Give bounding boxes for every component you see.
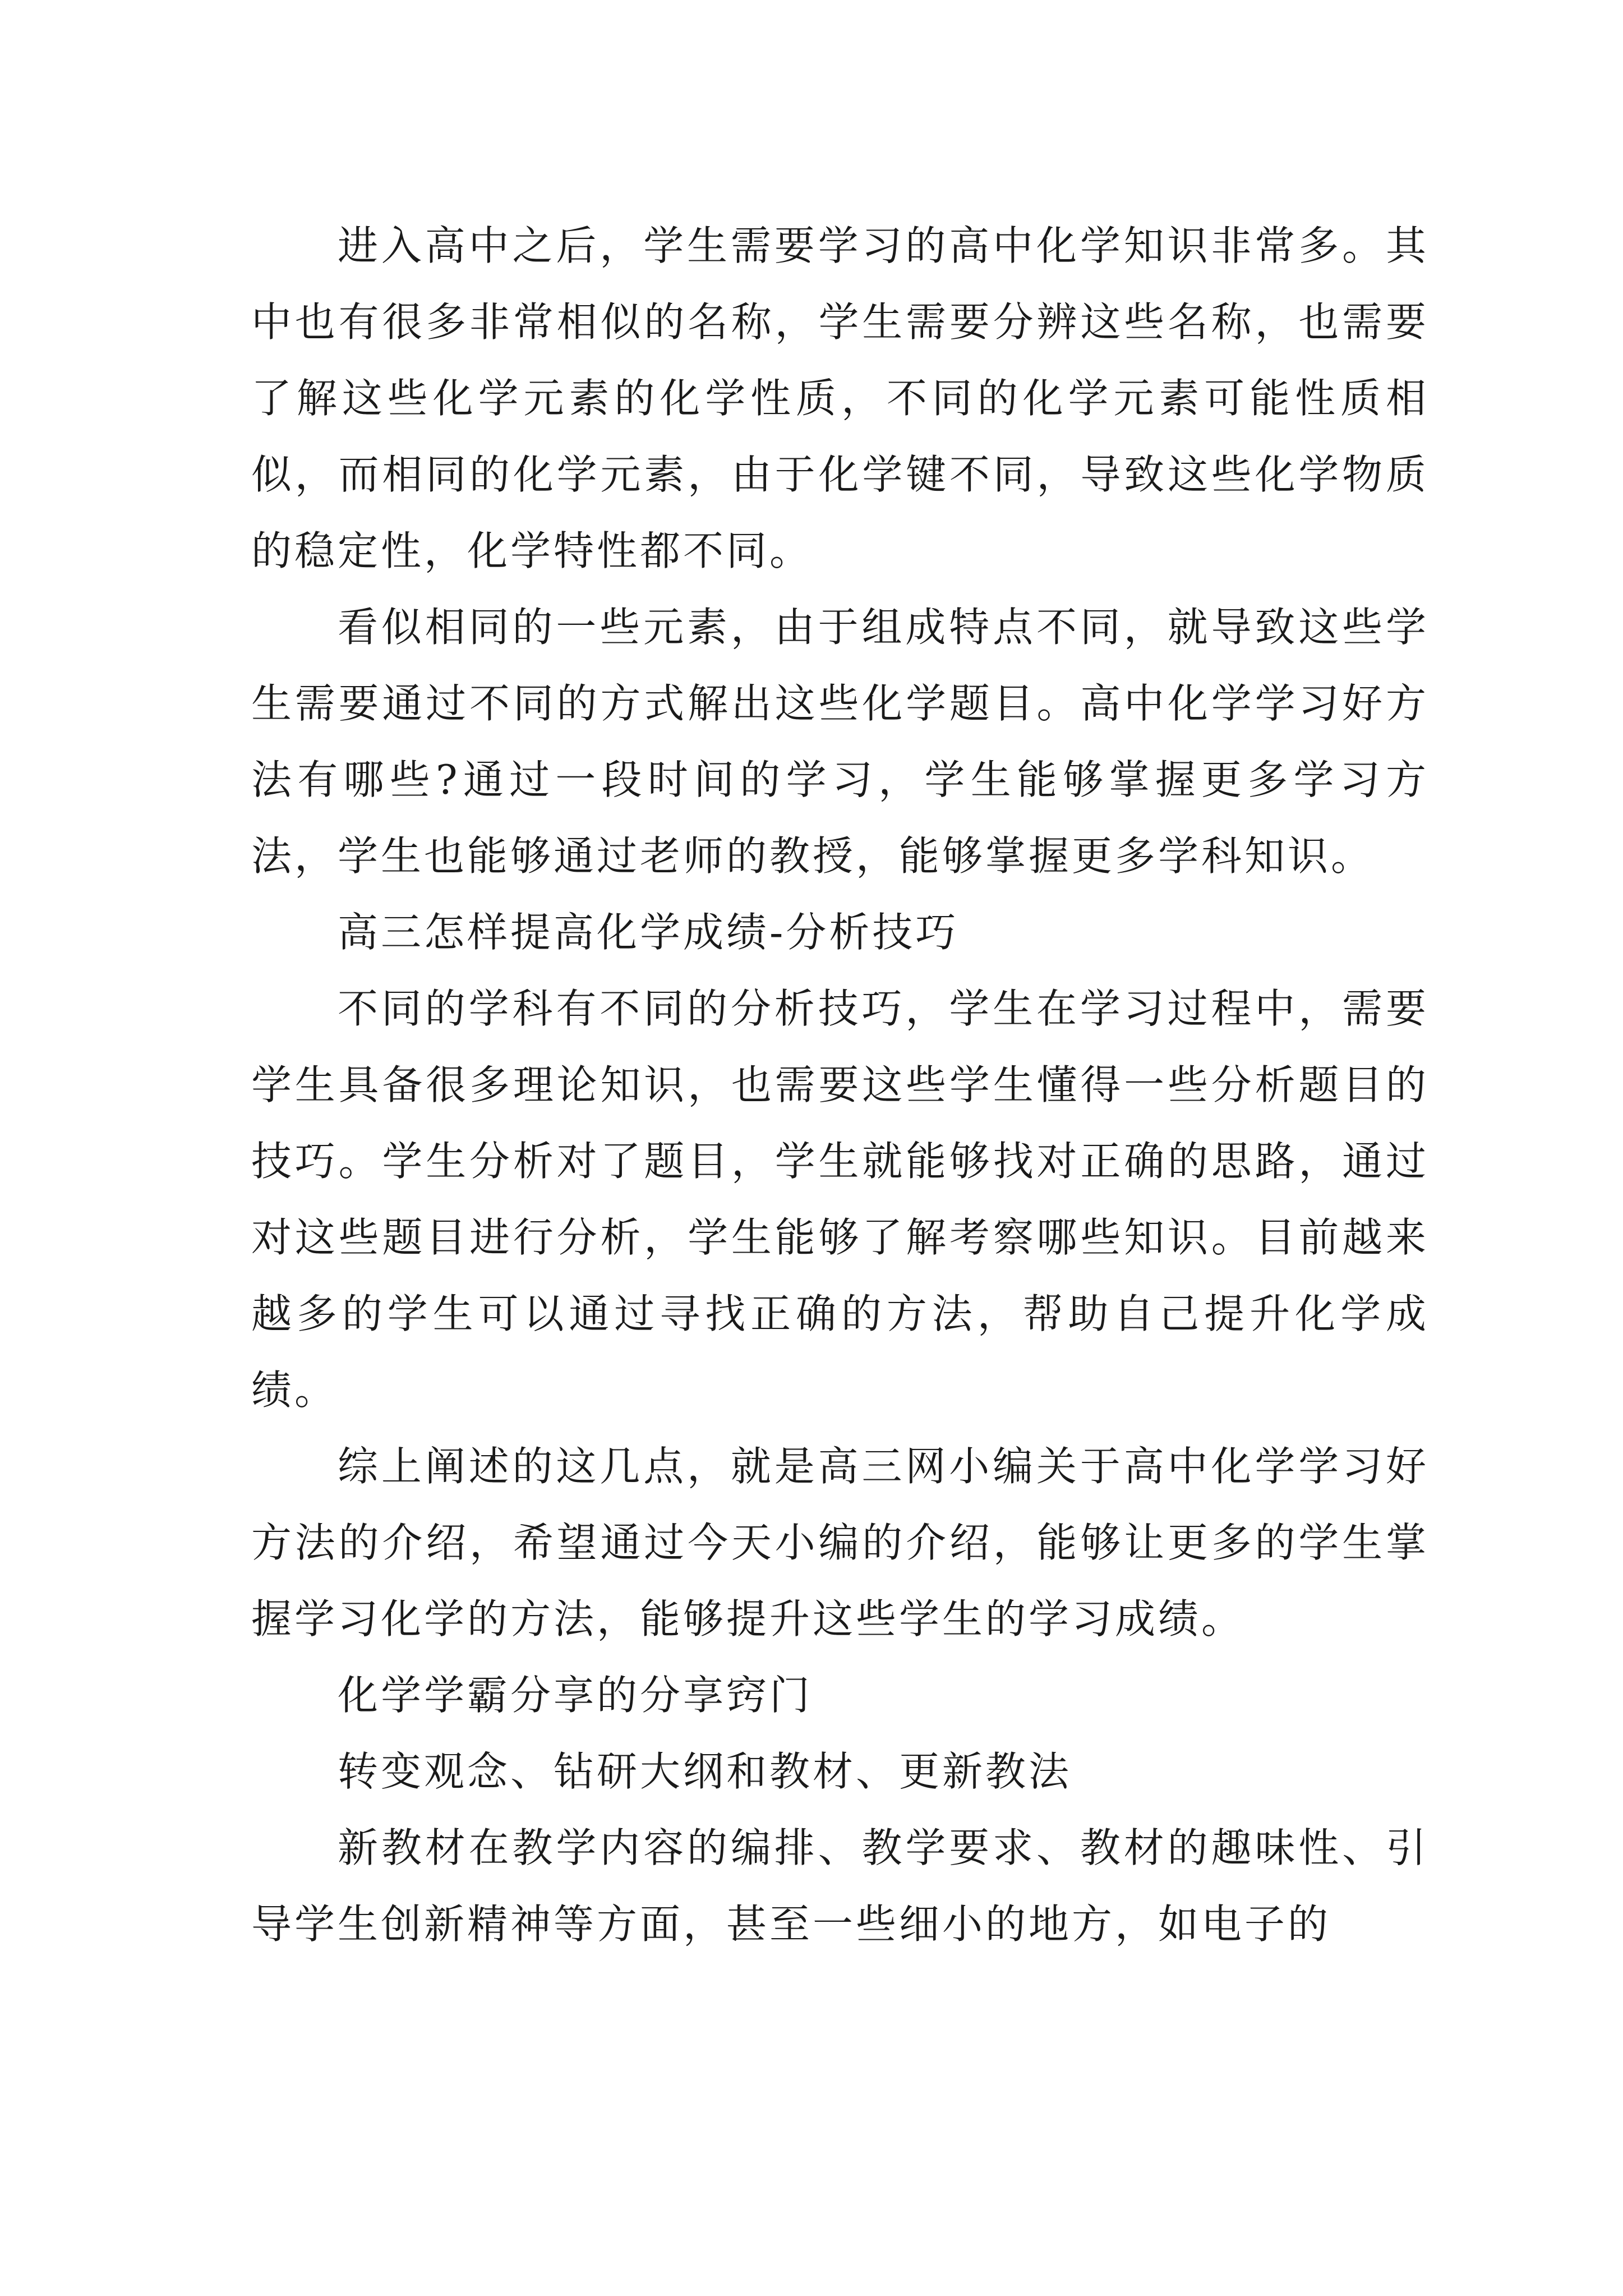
paragraph-3: 不同的学科有不同的分析技巧，学生在学习过程中，需要学生具备很多理论知识，也需要这些学生懂得一些分析题目的技巧。学生分析对了题目，学生就能够找对正确的思路，通过对这些题目进行分析，学生能够了解考察哪些知识。目前越来越多的学生可以通过寻找正确的方法，帮助自己提升化学成绩。 bbox=[251, 985, 1429, 1414]
paragraph-1: 进入高中之后，学生需要学习的高中化学知识非常多。其中也有很多非常相似的名称，学生需要分辨这些名称，也需要了解这些化学元素的化学性质，不同的化学元素可能性质相似，而相同的化学元素，由于化学键不同，导致这些化学物质的稳定性，化学特性都不同。 bbox=[251, 222, 1429, 574]
paragraph-2: 看似相同的一些元素，由于组成特点不同，就导致这些学生需要通过不同的方式解出这些化学题目。高中化学学习好方法有哪些?通过一段时间的学习，学生能够掌握更多学习方法，学生也能够通过老师的教授，能够掌握更多学科知识。 bbox=[251, 604, 1429, 880]
document-body bbox=[251, 208, 1429, 1962]
paragraph-5: 新教材在教学内容的编排、教学要求、教材的趣味性、引导学生创新精神等方面，甚至一些细小的地方，如电子的 bbox=[251, 1824, 1429, 1948]
section-heading-tips: 化学学霸分享的分享窍门 bbox=[338, 1672, 813, 1719]
paragraph-4: 综上阐述的这几点，就是高三网小编关于高中化学学习好方法的介绍，希望通过今天小编的介绍，能够让更多的学生掌握学习化学的方法，能够提升这些学生的学习成绩。 bbox=[251, 1443, 1429, 1642]
section-heading-analysis: 高三怎样提高化学成绩-分析技巧 bbox=[338, 909, 959, 956]
section-heading-methods: 转变观念、钻研大纲和教材、更新教法 bbox=[338, 1748, 1072, 1795]
